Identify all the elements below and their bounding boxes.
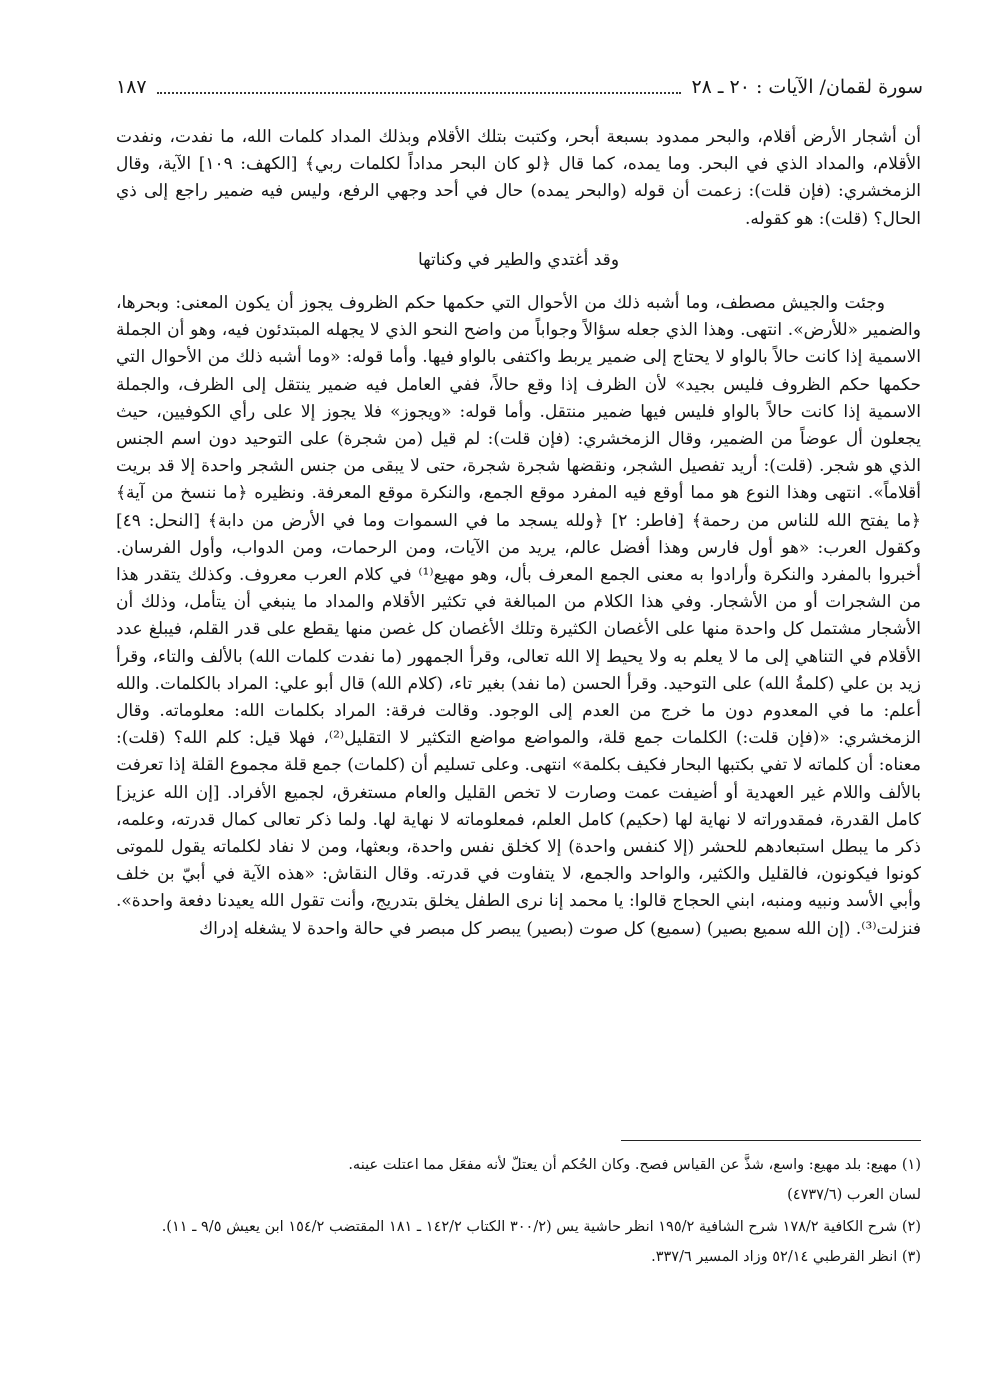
page-number: ١٨٧ [116,76,147,98]
footnote-separator [621,1140,921,1141]
footnote-1: (١) مهيع: بلد مهيع: واسع، شذَّ عن القياس فصح. وكان الحُكم أن يعتلّ لأنه مفعَل مما اعتلت عينه. [348,1157,921,1173]
footnotes [116,1153,921,1275]
footnote-1-source: لسان العرب (٤٧٣٧/٦) [787,1187,921,1203]
header-title: سورة لقمان/ الآيات : ٢٠ ـ ٢٨ [691,76,923,98]
header-dot-leader [157,80,682,94]
paragraph-2: وجئت والجيش مصطف، وما أشبه ذلك من الأحوال التي حكمها حكم الظروف يجوز أن يكون المعنى: وبحرها، والضمير «للأرض». انتهى. وهذا الذي جعله سؤالاً وجواباً من واضح النحو الذي لا يجهله المبتدئون فيه، وهو أن الجملة الاسمية إذا كانت حالاً بالواو لا يحتاج إلى ضمير يربط واكتفى بالواو فيها. وأما قوله: «وما أشبه ذلك من الأحوال التي حكمها حكم الظروف فليس بجيد» لأن الظرف إذا وقع حالاً، ففي العامل فيه ضمير ينتقل إلى الظرف، والجملة الاسمية إذا كانت حالاً بالواو فليس فيها ضمير منتقل. وأما قوله: «ويجوز» فلا يجوز إلا على رأي الكوفيين، حيث يجعلون أل عوضاً من الضمير، وقال الزمخشري: (فإن قلت): لم قيل (من شجرة) على التوحيد دون اسم الجنس الذي هو شجر. (قلت): أريد تفصيل الشجر، ونقضها شجرة شجرة، حتى لا يبقى من جنس الشجر واحدة إلا قد بريت أقلاماً». انتهى وهذا النوع هو مما أوقع فيه المفرد موقع الجمع، والنكرة موقع المعرفة. ونظيره ﴿ما ننسخ من آية﴾ ﴿ما يفتح الله للناس من رحمة﴾ [فاطر: ٢] ﴿ولله يسجد ما في السموات وما في الأرض من دابة﴾ [النحل: ٤٩] وكقول العرب: «هو أول فارس وهذا أفضل عالم، يريد من الآيات، ومن الرحمات، ومن الدواب، وأول الفرسان. أخبروا بالمفرد والنكرة وأرادوا به معنى الجمع المعرف بأل، وهو مهيع⁽¹⁾ في كلام العرب معروف. وكذلك يتقدر هذا من الشجرات أو من الأشجار. وفي هذا الكلام من المبالغة في تكثير الأقلام والمداد ما ينبغي أن يتأمل، وذلك أن الأشجار مشتمل كل واحدة منها على الأغصان الكثيرة وتلك الأغصان كل غصن منها يقطع على قدر القلم، فيبلغ عدد الأقلام في التناهي إلى ما لا يعلم به ولا يحيط إلا الله تعالى، وقرأ الجمهور (ما نفدت كلمات الله) بالألف والتاء، وقرأ زيد بن علي (كلمةُ الله) على التوحيد. وقرأ الحسن (ما نفد) بغير تاء، (كلام الله) قال أبو علي: المراد بالكلمات. والله أعلم: ما في المعدوم دون ما خرج من العدم إلى الوجود. وقالت فرقة: المراد بكلمات الله: معلوماته. وقال الزمخشري: «(فإن قلت:) الكلمات جمع قلة، والمواضع مواضع التكثير لا التقليل⁽²⁾، فهلا قيل: كلم الله؟ (قلت): معناه: أن كلماته لا تفي بكتبها البحار فكيف بكلمة» انتهى. وعلى تسليم أن (كلمات) جمع قلة مجموع القلة إذا تعرفت بالألف واللام غير العهدية أو أضيفت عمت وصارت لا تخص القليل والعام مستغرق، لجميع الأفراد. [إن الله عزيز] كامل القدرة، فمقدوراته لا نهاية لها (حكيم) كامل العلم، فمعلوماته لا نهاية لها. ولما ذكر تعالى كمال قدرته، وعلمه، ذكر ما يبطل استبعادهم للحشر (إلا كنفس واحدة) إلا كخلق نفس واحدة، وبعثها، ومن لا نفاد لكلماته يقول للموتى كونوا فيكونون، فالقليل والكثير، والواحد والجمع، لا يتفاوت في قدرته. وقال النقاش: «هذه الآية في أبيّ بن خلف وأبي الأسد ونبيه ومنبه، ابني الحجاج قالوا: يا محمد إنا نرى الطفل يخلق بتدريج، وأنت تقول الله يعيدنا دفعة واحدة». فنزلت⁽³⁾. (إن الله سميع بصير) (سميع) كل صوت (بصير) يبصر كل مبصر في حالة واحدة لا يشغله إدراك [116,293,922,939]
poetry-verse: وقد أغتدي والطير في وكناتها [417,249,620,270]
main-text [116,124,921,943]
running-header [116,70,923,104]
paragraph-1: أن أشجار الأرض أقلام، والبحر ممدود بسبعة أبحر، وكتبت بتلك الأقلام وبذلك المداد كلمات الله، ما نفدت، ونفدت الأقلام، والمداد الذي في البحر. وما يمده، كما قال ﴿لو كان البحر مداداً لكلمات ربي﴾ [الكهف: ١٠٩] الآية، وقال الزمخشري: (فإن قلت): زعمت أن قوله (والبحر يمده) حال في أحد وجهي الرفع، وليس فيه ضمير راجع إلى ذي الحال؟ (قلت): هو كقوله. [116,127,921,229]
footnote-3: (٣) انظر القرطبي ٥٢/١٤ وزاد المسير ٣٣٧/٦. [651,1249,921,1265]
footnote-2: (٢) شرح الكافية ١٧٨/٢ شرح الشافية ١٩٥/٢ انظر حاشية يس (٣٠٠/٢ الكتاب ١٤٢/٢ ـ ١٨١ المقتضب ١٥٤/٢ ابن يعيش ٩/٥ ـ ١١). [161,1219,921,1235]
